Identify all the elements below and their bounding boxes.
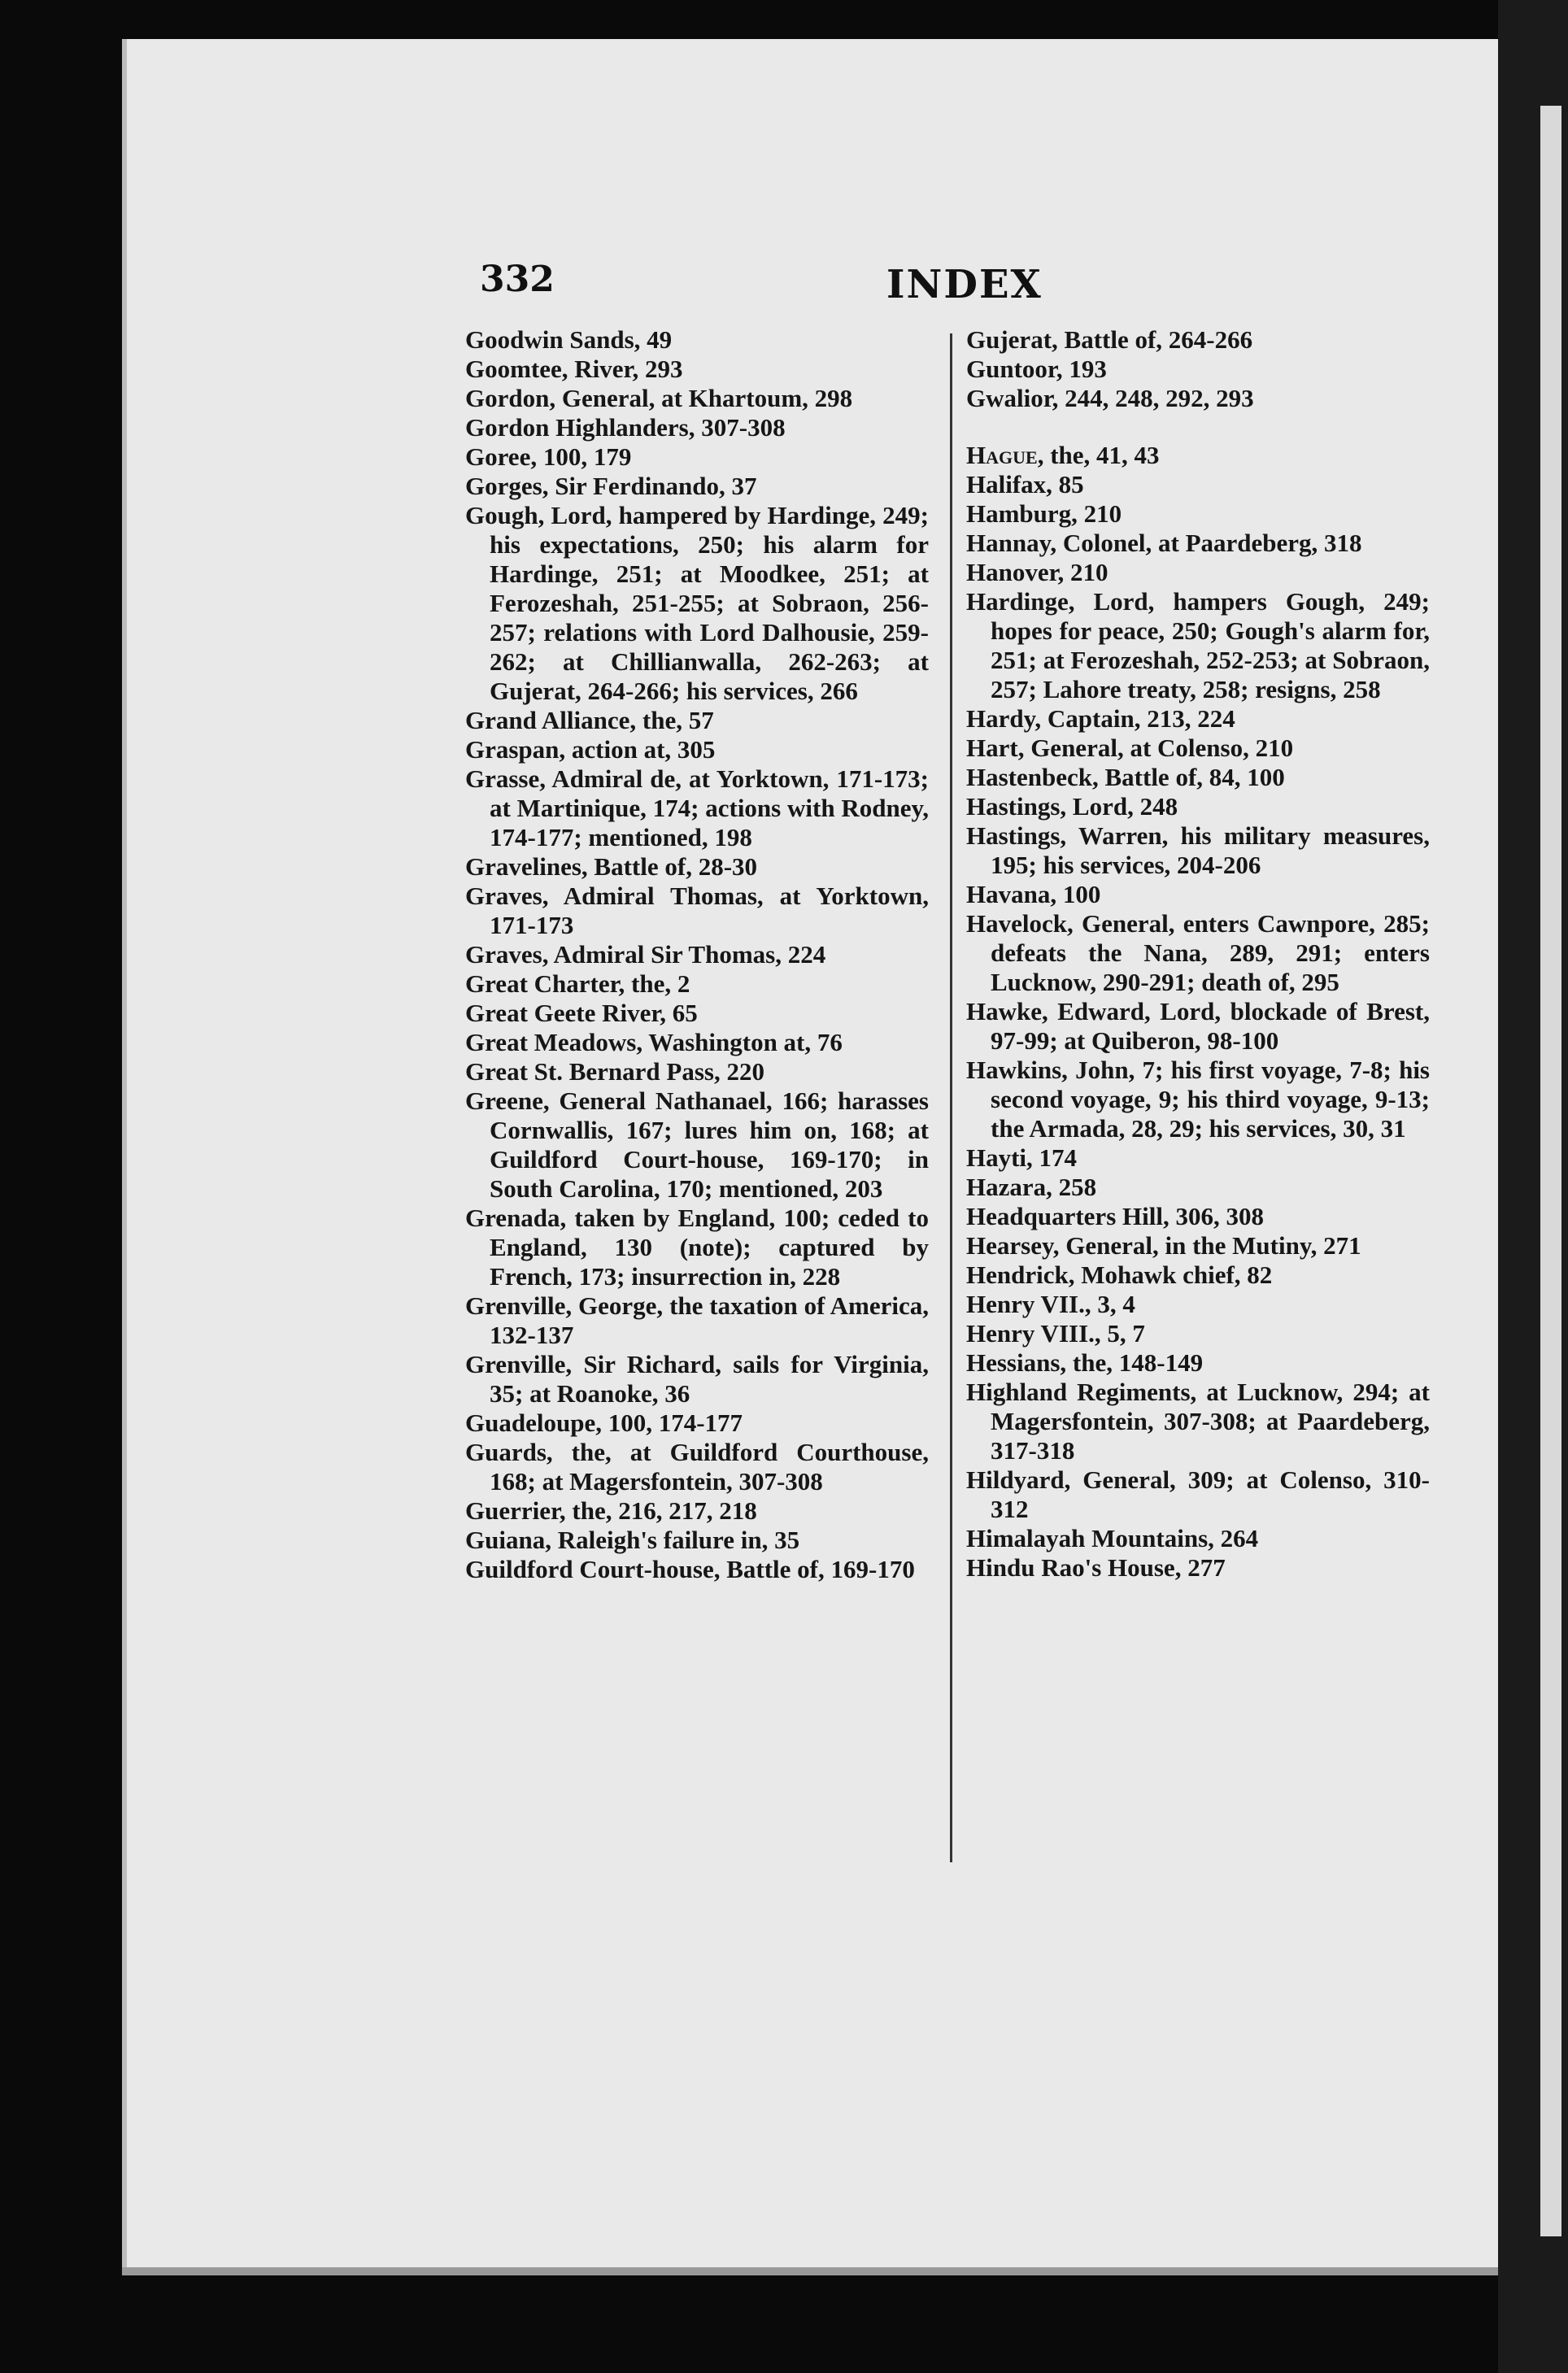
index-entry: Gordon, General, at Khartoum, 298 <box>465 384 853 412</box>
index-entry: Hardinge, Lord, hampers Gough, 249; hopes for peace, 250; Gough's alarm for, 251; at Ferozeshah, 252-253; at Sobraon, 257; Lahore treaty, 258; resigns, 258 <box>966 587 1430 703</box>
index-entry: Gough, Lord, hampered by Hardinge, 249; his expectations, 250; his alarm for Hardinge, 251; at Moodkee, 251; at Ferozeshah, 251-255; at Sobraon, 256-257; relations with Lord Dalhousie, 259-262; at Chillianwalla, 262-263; at Gujerat, 264-266; his services, 266 <box>465 501 929 705</box>
index-entry: Guerrier, the, 216, 217, 218 <box>465 1496 757 1525</box>
group-gap <box>966 413 1430 441</box>
index-entry: Graspan, action at, 305 <box>465 735 716 764</box>
index-entry: Guadeloupe, 100, 174-177 <box>465 1409 743 1437</box>
index-entry: Hessians, the, 148-149 <box>966 1348 1204 1377</box>
index-entry: Goodwin Sands, 49 <box>465 325 673 354</box>
index-entry: Guildford Court-house, Battle of, 169-170 <box>465 1555 915 1583</box>
index-entry: Hayti, 174 <box>966 1143 1078 1172</box>
index-entry: Hastenbeck, Battle of, 84, 100 <box>966 763 1285 791</box>
running-head: INDEX <box>886 262 1043 307</box>
index-entry: Grasse, Admiral de, at Yorktown, 171-173; at Martinique, 174; actions with Rodney, 174-177; mentioned, 198 <box>465 764 929 851</box>
page-edge <box>122 2267 1537 2275</box>
index-entry: Hart, General, at Colenso, 210 <box>966 734 1294 762</box>
index-entry: Hastings, Warren, his military measures, 195; his services, 204-206 <box>966 821 1430 879</box>
index-entry: Hawke, Edward, Lord, blockade of Brest, 97-99; at Quiberon, 98-100 <box>966 997 1430 1055</box>
index-entry: Great St. Bernard Pass, 220 <box>465 1057 764 1086</box>
index-group-h <box>966 470 1430 1583</box>
index-entry: Halifax, 85 <box>966 470 1084 499</box>
index-column-right <box>966 325 1430 1583</box>
column-divider <box>950 333 952 1862</box>
index-entry: Gwalior, 244, 248, 292, 293 <box>966 384 1254 412</box>
index-entry: Hannay, Colonel, at Paardeberg, 318 <box>966 529 1362 557</box>
index-entry: Havana, 100 <box>966 880 1101 908</box>
index-entry: Grenville, George, the taxation of America, 132-137 <box>465 1291 929 1349</box>
index-entry: Guiana, Raleigh's failure in, 35 <box>465 1526 800 1554</box>
adjacent-page-edge <box>1540 106 1561 2236</box>
index-entry: Hardy, Captain, 213, 224 <box>966 704 1235 733</box>
index-entry: Grenada, taken by England, 100; ceded to England, 130 (note); captured by French, 173; insurrection in, 228 <box>465 1204 929 1291</box>
index-entry: Hearsey, General, in the Mutiny, 271 <box>966 1231 1361 1260</box>
index-entry: Grenville, Sir Richard, sails for Virginia, 35; at Roanoke, 36 <box>465 1350 929 1408</box>
index-entry: Highland Regiments, at Lucknow, 294; at Magersfontein, 307-308; at Paardeberg, 317-318 <box>966 1378 1430 1465</box>
index-entry: Hastings, Lord, 248 <box>966 792 1178 821</box>
index-entry: Graves, Admiral Thomas, at Yorktown, 171-173 <box>465 882 929 939</box>
index-entry: Great Geete River, 65 <box>465 999 698 1027</box>
index-column-left <box>465 325 929 1584</box>
index-entry: Hanover, 210 <box>966 558 1108 586</box>
index-entry: Goree, 100, 179 <box>465 442 632 471</box>
index-entry: Great Meadows, Washington at, 76 <box>465 1028 843 1056</box>
index-entry: Hendrick, Mohawk chief, 82 <box>966 1261 1273 1289</box>
index-entry: Havelock, General, enters Cawnpore, 285; defeats the Nana, 289, 291; enters Lucknow, 290-291; death of, 295 <box>966 909 1430 996</box>
entry-locators: , the, 41, 43 <box>1037 441 1160 469</box>
index-group-g <box>966 325 1430 413</box>
index-entry: Headquarters Hill, 306, 308 <box>966 1202 1264 1230</box>
index-entry: Himalayah Mountains, 264 <box>966 1524 1259 1552</box>
index-entry: Guntoor, 193 <box>966 355 1107 383</box>
index-entry: Hamburg, 210 <box>966 499 1122 528</box>
index-entry: Graves, Admiral Sir Thomas, 224 <box>465 940 826 969</box>
index-entry: Gravelines, Battle of, 28-30 <box>465 852 758 881</box>
index-entry: Goomtee, River, 293 <box>465 355 683 383</box>
index-entry: Great Charter, the, 2 <box>465 969 690 998</box>
index-entry: Guards, the, at Guildford Courthouse, 168; at Magersfontein, 307-308 <box>465 1438 929 1496</box>
index-entry: Henry VII., 3, 4 <box>966 1290 1135 1318</box>
adjacent-page-strip <box>1498 0 1568 2373</box>
index-entry <box>966 441 1430 470</box>
index-entry: Hildyard, General, 309; at Colenso, 310-312 <box>966 1465 1430 1523</box>
index-entry: Hawkins, John, 7; his first voyage, 7-8; his second voyage, 9; his third voyage, 9-13; the Armada, 28, 29; his services, 30, 31 <box>966 1056 1430 1143</box>
index-entry: Gujerat, Battle of, 264-266 <box>966 325 1253 354</box>
index-entry: Hazara, 258 <box>966 1173 1097 1201</box>
page-number: 332 <box>480 259 555 300</box>
index-entry: Henry VIII., 5, 7 <box>966 1319 1145 1348</box>
entry-heading-word: Hague <box>966 441 1038 469</box>
index-entry: Gorges, Sir Ferdinando, 37 <box>465 472 757 500</box>
index-entry: Grand Alliance, the, 57 <box>465 706 714 734</box>
index-entry: Gordon Highlanders, 307-308 <box>465 413 786 442</box>
index-entry: Greene, General Nathanael, 166; harasses Cornwallis, 167; lures him on, 168; at Guildford Court-house, 169-170; in South Carolina, 170; mentioned, 203 <box>465 1086 929 1203</box>
index-entry: Hindu Rao's House, 277 <box>966 1553 1226 1582</box>
